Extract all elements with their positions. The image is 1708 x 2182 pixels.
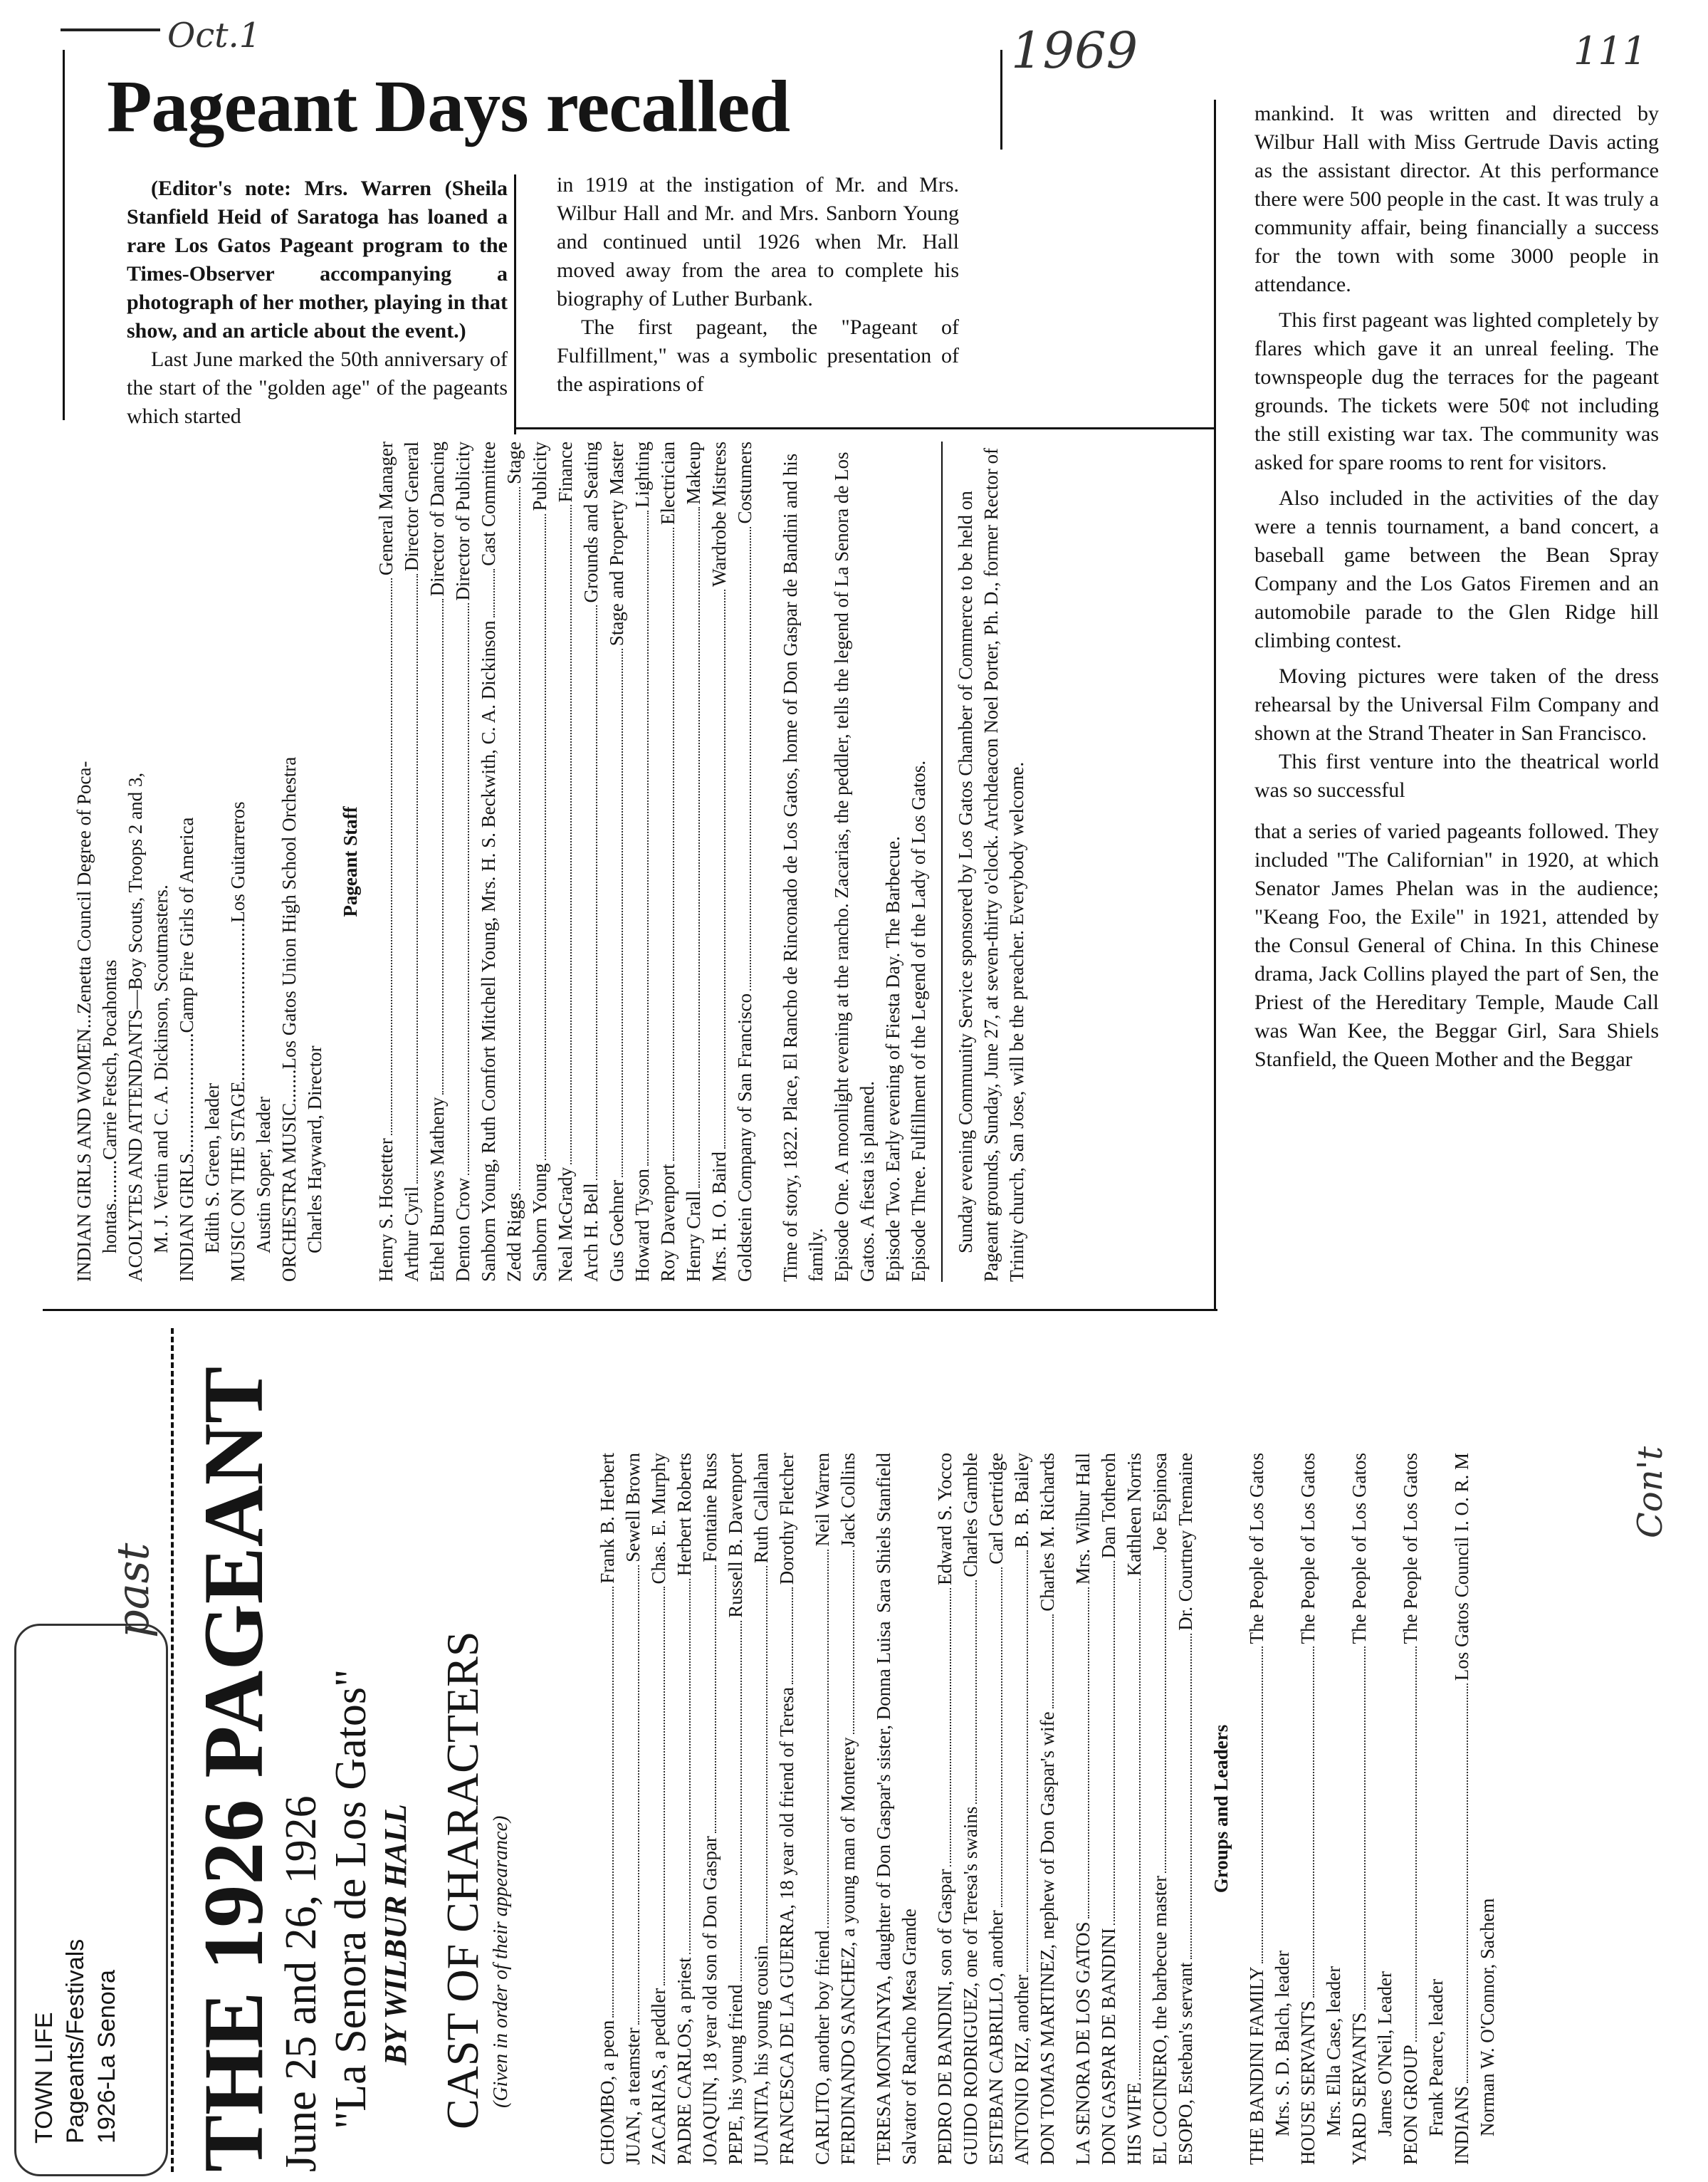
sunday-service-note: Sunday evening Community Service sponsored by Los Gatos Chamber of Commerce to be held on Pageant grounds, Sunday, June 27, at seven-thirty o'clock. Archdeacon Noel Porter, Ph. D., former Rector of Trinity church, San Jose, will be the preacher. Everybody welcome. [955,448,1027,1282]
cast-row: GUIDO RODRIGUEZ, one of Teresa's swains Charles Gamble [958,1453,983,2165]
right-column-rule [1214,100,1216,1310]
clip-left-rule [171,1328,177,2172]
cast-row: PADRE CARLOS, a priest Herbert Roberts [671,1453,697,2165]
staff-row: Howard Tyson Lighting [629,442,655,1282]
article-para: Also included in the activities of the day were a tennis tournament, a band concert, a baseball game between the Bean Spray Company and the Los Gatos Firemen and an automobile parade to the Glen Ridge hill climbing contest. [1254,486,1659,652]
group-leader: Mrs. S. D. Balch, leader [1272,1951,1293,2136]
staff-row: Henry Crall Makeup [681,442,706,1282]
cast-heading: CAST OF CHARACTERS [437,1631,488,2129]
program-row: hontas.........Carrie Fetsch, Pocahontas [99,959,120,1253]
cast-row: JOAQUIN, 18 year old son of Don Gaspar Fontaine Russ [697,1453,723,2165]
group-leader: Frank Pearce, leader [1425,1978,1447,2136]
program-row: MUSIC ON THE STAGE.................................Los Guitarreros [227,801,248,1282]
cast-row: FERDINANDO SANCHEZ, a young man of Monterey Jack Collins [835,1453,861,2165]
article-column-3 [1254,100,1659,1074]
group-leader: Mrs. Ella Case, leader [1323,1966,1344,2136]
cast-row: FRANCESCA DE LA GUERRA, 18 year old friend of Teresa Dorothy Fletcher [774,1453,800,2165]
staff-row: Zedd Riggs Stage [501,442,527,1282]
cast-row: PEDRO DE BANDINI, son of Gaspar Edward S. Yocco [932,1453,958,2165]
staff-row: Arch H. Bell Grounds and Seating [578,442,604,1282]
program-row: INDIAN GIRLS.........................Camp Fire Girls of America [176,817,197,1282]
clipping-divider [43,1309,1217,1311]
group-row: THE BANDINI FAMILY The People of Los Gatos [1244,1453,1269,2165]
staff-heading: Pageant Staff [340,806,361,917]
program-row: Austin Soper, leader [253,1096,274,1253]
cast-row: ESOPO, Esteban's servant Dr. Courtney Tremaine [1173,1453,1198,2165]
article-para: This first pageant was lighted completely by flares which gave it an unreal feeling. The townspeople dug the terraces for the pageant grounds. The tickets were 50¢ not including the still existing war tax. The community was asked for spare rooms to rent for visitors. [1254,308,1659,474]
group-row: HOUSE SERVANTS The People of Los Gatos [1295,1453,1321,2165]
group-row: YARD SERVANTS The People of Los Gatos [1346,1453,1372,2165]
article-para: that a series of varied pageants followed. They included "The Californian" in 1920, at which Senator James Phelan was in the audience; "Keang Foo, the Exile" in 1921, attended by the Consul General of China. In this Chinese drama, Jack Collins played the part of Sen, the Priest of the Hereditary Temple, Maude Call was Wan Kee, the Beggar Girl, Sara Shiels Stanfield, the Queen Mother and the Beggar [1254,820,1659,1071]
file-tag-title: 1926-La Senora [93,1970,120,2144]
cast-row: JUANITA, his young cousin Ruth Callahan [748,1453,774,2165]
episode-one: Episode One. A moonlight evening at the rancho. Zacarias, the peddler, tells the legend of La Senora de Los Gatos. A fiesta is planned. [831,451,878,1282]
cast-row: HIS WIFE Kathleen Norris [1121,1453,1147,2165]
group-row: INDIANS Los Gatos Council I. O. R. M [1449,1453,1474,2165]
article-column-2 [557,171,959,399]
staff-row: Goldstein Company of San Francisco Costumers [732,442,758,1282]
story-setting: Time of story, 1822. Place, El Rancho de Rinconado de Los Gatos, home of Don Gaspar de Bandini and his family. [780,453,827,1282]
headline: Pageant Days recalled [107,66,790,147]
staff-row: Sanborn Young, Ruth Comfort Mitchell Young, Mrs. H. S. Beckwith, C. A. Dickinson Cast Committee [476,442,501,1282]
article-para: mankind. It was written and directed by Wilbur Hall with Miss Gertrude Davis acting as the assistant director. At this performance there were 500 people in the cast. It was truly a community affair, being financially a success for the town with some 3000 people in attendance. [1254,102,1659,296]
episode-two: Episode Two. Early evening of Fiesta Day. The Barbecue. [882,836,903,1282]
cast-row: DON TOMAS MARTINEZ, nephew of Don Gaspar's wife Charles M. Richards [1034,1453,1060,2165]
cast-row: EL COCINERO, the barbecue master Joe Espinosa [1147,1453,1173,2165]
program-row: Charles Hayward, Director [304,1045,325,1253]
staff-row: Neal McGrady Finance [552,442,578,1282]
cast-row: ESTEBAN CABRILLO, another Carl Gertridge [983,1453,1009,2165]
cast-row: DON GASPAR DE BANDINI Dan Totheroh [1096,1453,1121,2165]
cast-row: ANTONIO RIZ, another B. B. Bailey [1009,1453,1034,2165]
headline-box-right [1000,50,1002,150]
article-para: Moving pictures were taken of the dress rehearsal by the Universal Film Company and shown at the Strand Theater in San Francisco. [1254,664,1659,745]
staff-row: Arthur Cyril Director General [399,442,424,1282]
staff-row: Gus Goehner Stage and Property Master [604,442,629,1282]
cast-row: PEPE, his young friend Russell B. Davenport [723,1453,748,2165]
program-row: ACOLYTES AND ATTENDANTS—Boy Scouts, Troops 2 and 3, [125,772,146,1282]
cast-row: JUAN, a teamster Sewell Brown [620,1453,646,2165]
file-tag-subject: Pageants/Festivals [62,1938,89,2144]
program-row: Edith S. Green, leader [201,1082,223,1253]
cast-row: TERESA MONTANYA, daughter of Don Gaspar's sister, Donna Luisa Salvator of Rancho Mesa Grande Sara Shiels Stanfield [873,1453,920,2165]
staff-row: Roy Davenport Electrician [655,442,681,1282]
cast-list [594,1424,1500,2165]
article-para: The first pageant, the "Pageant of Fulfillment," was a symbolic presentation of the aspirations of [557,315,959,396]
handwritten-continued: Con't [1630,1446,1670,1538]
cast-row: CHOMBO, a peon Frank B. Herbert [594,1453,620,2165]
group-leader: Norman W. O'Connor, Sachem [1477,1898,1498,2136]
cast-row: CARLITO, another boy friend Neil Warren [810,1453,835,2165]
pen-stroke [61,28,160,31]
cast-note: (Given in order of their appearance) [490,1815,512,2108]
episode-three: Episode Three. Fulfillment of the Legend of the Lady of Los Gatos. [908,760,929,1282]
article-para: Last June marked the 50th anniversary of the start of the "golden age" of the pageants which started [127,348,508,428]
group-leader: James O'Neil, Leader [1374,1970,1395,2136]
cast-row: ZACARIAS, a peddler Chas. E. Murphy [646,1453,671,2165]
program-row: M. J. Vertin and C. A. Dickinson, Scoutmasters. [150,884,172,1253]
editor-note: (Editor's note: Mrs. Warren (Sheila Stanfield Heid of Saratoga has loaned a rare Los Gatos Pageant program to the Times-Observer accompanying a photograph of her mother, playing in that show, and an article about the event.) [127,177,508,343]
groups-heading: Groups and Leaders [1210,1724,1232,1894]
headline-box-left [63,50,65,420]
program-upper-rotated [71,413,1029,1282]
staff-row: Mrs. H. O. Baird Wardrobe Mistress [706,442,732,1282]
handwritten-date: Oct.1 [167,16,261,56]
program-row: ORCHESTRA MUSIC.......Los Gatos Union High School Orchestra [278,756,300,1282]
program-title: THE 1926 PAGEANT [186,1366,281,2172]
article-column-1 [127,174,508,431]
program-play-title: "La Senora de Los Gatos" [327,1669,375,2129]
staff-row: Ethel Burrows Matheny Director of Dancing [424,442,450,1282]
handwritten-year: 1969 [1011,21,1138,80]
article-para: This first venture into the theatrical world was so successful [1254,750,1659,802]
file-tag-category: TOWN LIFE [31,2012,58,2144]
group-row: PEON GROUP The People of Los Gatos [1398,1453,1423,2165]
staff-row: Sanborn Young Publicity [527,442,552,1282]
program-row: INDIAN GIRLS AND WOMEN...Zenetta Council Degree of Poca- [73,761,95,1282]
handwritten-page: 111 [1573,28,1647,73]
program-dates: June 25 and 26, 1926 [277,1795,325,2172]
file-tag [28,1939,122,2144]
cast-row: LA SENORA DE LOS GATOS Mrs. Wilbur Hall [1070,1453,1096,2165]
column-rule [514,174,516,434]
program-title-block [186,1366,514,2172]
staff-row: Denton Crow Director of Publicity [450,442,476,1282]
program-author: BY WILBUR HALL [378,1804,413,2065]
staff-row: Henry S. Hostetter General Manager [373,442,399,1282]
article-para: in 1919 at the instigation of Mr. and Mrs. Wilbur Hall and Mr. and Mrs. Sanborn Young and continued until 1926 when Mr. Hall moved away from the area to complete his biography of Luther Burbank. [557,173,959,310]
file-tag-past: past [107,1542,159,1638]
